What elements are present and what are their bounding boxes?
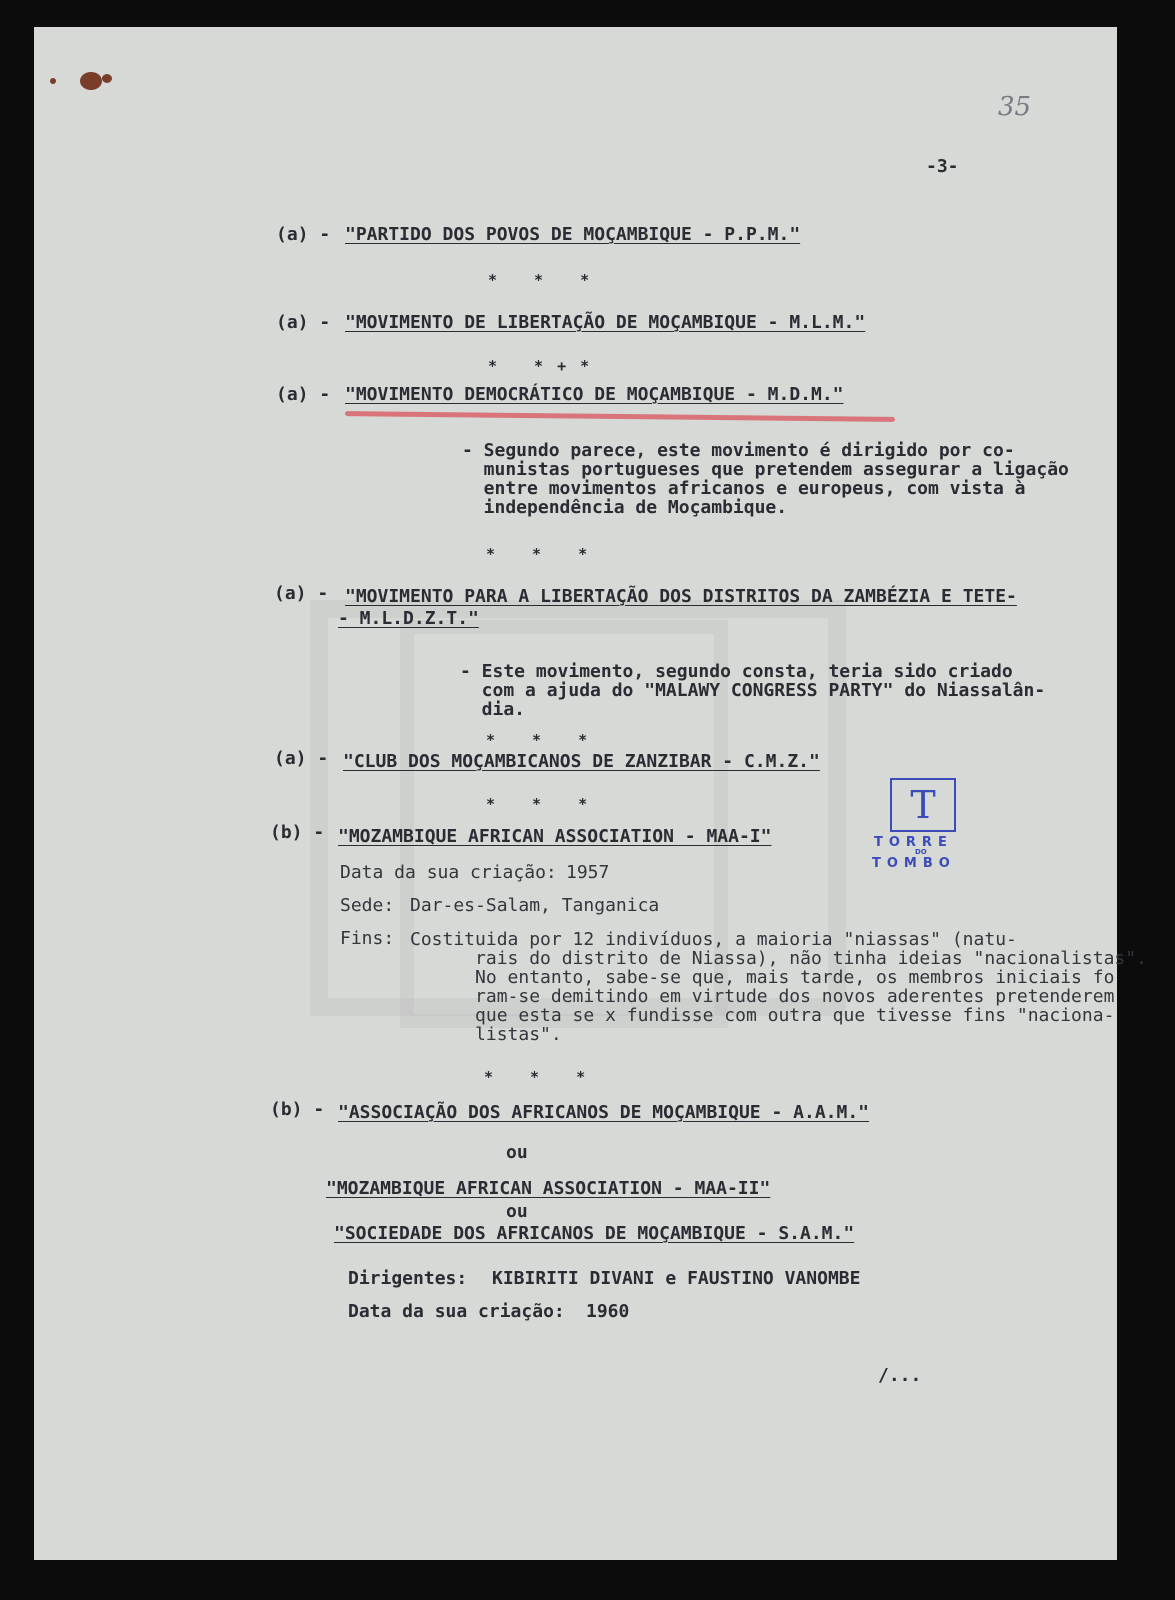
- page-marker: -3-: [926, 156, 959, 177]
- ink-dot: [50, 78, 56, 84]
- field-key: Data da sua criação:: [340, 862, 557, 883]
- separator: * * *: [486, 545, 602, 563]
- field-value: 1957: [566, 862, 610, 883]
- entry-label: (a) -: [276, 224, 331, 245]
- or-text: ou: [506, 1201, 528, 1222]
- continuation-mark: /...: [878, 1365, 922, 1386]
- separator: * * *: [486, 795, 602, 813]
- entry-note: - Segundo parece, este movimento é dirigido por co- munistas portugueses que pretendem assegurar a ligação entre movimentos africanos e europeus, com vista à independência de Moçambique.: [462, 440, 1069, 518]
- entry-label: (a) -: [274, 583, 329, 604]
- field-value: Dar-es-Salam, Tanganica: [410, 895, 660, 916]
- entry-title: "MOVIMENTO DE LIBERTAÇÃO DE MOÇAMBIQUE - M.L.M.": [345, 312, 866, 333]
- separator: * * *: [488, 271, 604, 289]
- or-text: ou: [506, 1142, 528, 1163]
- field-value: 1960: [586, 1301, 630, 1322]
- stamp-line-2: TOMBO: [872, 856, 956, 871]
- entry-title: "MOVIMENTO DEMOCRÁTICO DE MOÇAMBIQUE - M.D.M.": [345, 384, 844, 405]
- archive-stamp: [890, 778, 956, 832]
- field-key: Dirigentes:: [348, 1268, 468, 1289]
- handwritten-page-number: 35: [998, 92, 1032, 122]
- entry-title: "MOVIMENTO PARA A LIBERTAÇÃO DOS DISTRITOS DA ZAMBÉZIA E TETE-: [345, 586, 1017, 607]
- stamp-line-1: TORRE: [874, 835, 953, 850]
- entry-title-continued: - M.L.D.Z.T.": [338, 608, 479, 629]
- entry-title: "MOZAMBIQUE AFRICAN ASSOCIATION - MAA-I": [338, 826, 772, 847]
- field-value: Costituida por 12 indivíduos, a maioria "niassas" (natu- rais do distrito de Niassa), não tinha ideias "nacionalistas". No entanto, sabe-se que, mais tarde, os membros iniciais fo ram-se demitindo em virtude dos novos aderentes pretenderem que esta se x fundisse com outra que tivesse fins "naciona- listas".: [410, 929, 1147, 1045]
- alternate-title: "MOZAMBIQUE AFRICAN ASSOCIATION - MAA-II": [326, 1178, 771, 1199]
- field-key: Data da sua criação:: [348, 1301, 565, 1322]
- entry-title: "CLUB DOS MOÇAMBICANOS DE ZANZIBAR - C.M.Z.": [343, 751, 820, 772]
- entry-label: (a) -: [276, 312, 331, 333]
- ink-stain: [80, 72, 102, 90]
- stamp-small-text: DO: [915, 848, 927, 856]
- entry-label: (a) -: [274, 748, 329, 769]
- separator: * * *: [486, 731, 602, 749]
- entry-label: (b) -: [270, 822, 325, 843]
- field-key: Fins:: [340, 928, 395, 949]
- separator: * *+*: [488, 357, 604, 375]
- ink-stain-small: [102, 74, 112, 83]
- entry-title: "PARTIDO DOS POVOS DE MOÇAMBIQUE - P.P.M.": [345, 224, 801, 245]
- entry-label: (a) -: [276, 384, 331, 405]
- entry-label: (b) -: [270, 1099, 325, 1120]
- stamp-letter: T: [910, 783, 936, 827]
- alternate-title: "SOCIEDADE DOS AFRICANOS DE MOÇAMBIQUE - S.A.M.": [334, 1223, 855, 1244]
- separator: * * *: [484, 1068, 600, 1086]
- entry-title: "ASSOCIAÇÃO DOS AFRICANOS DE MOÇAMBIQUE - A.A.M.": [338, 1102, 870, 1123]
- entry-note: - Este movimento, segundo consta, teria sido criado com a ajuda do "MALAWY CONGRESS PARTY" do Niassalân- dia.: [460, 661, 1046, 720]
- field-key: Sede:: [340, 895, 395, 916]
- field-value: KIBIRITI DIVANI e FAUSTINO VANOMBE: [492, 1268, 861, 1289]
